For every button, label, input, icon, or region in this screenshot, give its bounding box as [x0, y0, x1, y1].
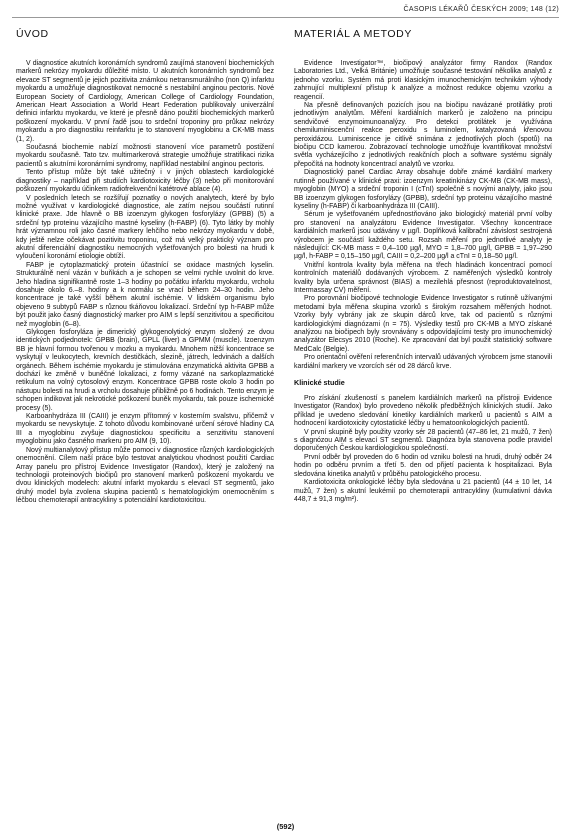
running-head: ČASOPIS LÉKAŘŮ ČESKÝCH 2009; 148 (12)	[403, 6, 559, 13]
paragraph: Tento přístup může být také užitečný i v jiných oblastech kardiologické diagnostiky – například při studiích kardiotoxicity léčby (3) nebo při monitorování poškození myokardu účinkem radiofrekvenční katétrové ablace (4).	[16, 169, 274, 194]
paragraph: Diagnostický panel Cardiac Array obsahuje dobře známé kardiální markery rutinně používané v klinické praxi: izoenzym kreatinkinázy CK-MB (CK-MB mass), myoglobin (MYO) a srdeční troponin I (cTnI) společně s novými analyty, jako jsou BB izoenzym glykogen fosforylázy (GPBB), srdeční typ proteinu vázajícího mastné kyseliny (h-FABP) či karboanhydráza III (CAIII).	[294, 169, 552, 210]
paragraph: Evidence Investigator™, biočipový analyzátor firmy Randox (Randox Laboratories Ltd., Velká Británie) umožňuje současné testování několika analytů z jednoho vzorku. Systém má proti klasickým imunochemickým technikám výhody zahrnující multiplexní přístup k analýze a možnost redukce objemu vzorku a reagencií.	[294, 60, 552, 101]
paragraph: Nový multianalytový přístup může pomoci v diagnostice různých kardiologických onemocnění. Cílem naší práce bylo testovat analytickou vhodnost použití Cardiac Array panelu pro přístroj Evidence Investigator (Randox), který je založený na technologii proteinových biočipů pro stanovení markerů poškození myokardu ve dvou klinických modelech: akutní infarkt myokardu s elevací ST segmentů, jako druhý model byla zvolena skupina pacientů s hematologickým onemocněním s léčbou chemoterapií antracykliny s potenciální kardiotoxicitou.	[16, 446, 274, 505]
paragraph: Současná biochemie nabízí možnosti stanovení více parametrů postižení myokardu současně. Tato tzv. multimarkerová strategie umožňuje stratifikaci rizika pacientů s akutními koronárními syndromy, například nestabilní anginou pectoris.	[16, 144, 274, 168]
paragraph: V posledních letech se rozšířují poznatky o nových analytech, které by bylo možné využívat v kardiologické diagnostice, ale zatím nejsou součástí rutinní klinické praxe. Jde hlavně o BB izoenzym glykogen fosforylázy (GPBB) (5) a srdeční typ proteinu vázajícího mastné kyseliny (h-FABP) (6). Tyto látky by mohly hrát významnou roli jako časné markery lehčího nebo nekrózy myokardu v době, kdy ještě nelze očekávat pozitivitu troponinu, což má velký praktický význam pro akutní diferenciální diagnostiku nemocných vyšetřovaných pro bolesti na hrudi k vyloučení koronární etiologie obtíží.	[16, 194, 274, 261]
paragraph: Pro porovnání biočipové technologie Evidence Investigator s rutinně užívanými metodami byla měřena skupina vzorků s širokým rozsahem měřených hodnot. Vzorky byly vybrány jak ze skupin dárců krve, tak od pacientů s různými kardiologickými diagnózami (n = 75). Výsledky testů pro CK-MB a MYO získané analýzou na biočipech byly srovnávány s odpovídajícími testy pro imunochemický analyzátor Elecsys 2010 (Roche). Ke zpracování dat byl použit statistický software MedCalc (Belgie).	[294, 295, 552, 353]
section-heading-uvod: ÚVOD	[16, 28, 49, 40]
subheading-klinicke-studie: Klinické studie	[294, 378, 345, 388]
left-column	[16, 28, 274, 506]
paragraph: Pro získání zkušeností s panelem kardiálních markerů na přístroji Evidence Investigator (Randox) bylo provedeno několik předběžných klinických studií. Jako příklad je uvedeno sledování kinetiky kardiálních markerů u pacientů s AIM a hodnocení kardiotoxicity cytostatické léčby u hematoonkologických pacientů.	[294, 395, 552, 428]
section-heading-material-a-metody: MATERIÁL A METODY	[294, 28, 412, 40]
paragraph: V první skupině byly použity vzorky sér 28 pacientů (47–86 let, 21 mužů, 7 žen) s diagnózou AIM s elevací ST segmentů. Diagnóza byla stanovena podle pravidel doporučených Českou kardiologickou společností.	[294, 428, 552, 453]
paragraph: První odběr byl proveden do 6 hodin od vzniku bolesti na hrudi, druhý odběr 24 hodin po odběru prvním a třetí 5. den od přijetí pacienta k hospitalizaci. Byla sledována kinetika analytů v průběhu patologického procesu.	[294, 453, 552, 478]
header-rule	[12, 17, 559, 18]
paragraph: Kardiotoxicita onkologické léčby byla sledována u 21 pacientů (44 ± 10 let, 14 mužů, 7 žen) s akutní leukémií po chemoterapii antracykliny (kumulativní dávka 448,7 ± 91,3 mg/m²).	[294, 479, 552, 503]
paragraph: Sérum je vyšetřovaném upřednostňováno jako biologický materiál první volby pro stanovení na analyzátoru Evidence Investigator. Všechny koncentrace kardiálních markerů jsou udávány v µg/l. Doplňková kalibrační závislost sestrojená výrobcem je součástí každého setu. Rozsah měření pro jednotlivé analyty je následující: CK-MB mass = 0,4–100 µg/l, MYO = 1,8–700 µg/l, GPBB = 1,97–290 µg/l, h-FABP = 0,15–150 µg/l, CAIII = 0,2–200 µg/l a cTnI = 0,18–50 µg/l.	[294, 211, 552, 261]
paragraph: V diagnostice akutních koronárních syndromů zaujímá stanovení biochemických markerů nekrózy myokardu důležité místo. U akutních koronárních syndromů bez elevace ST segmentů je jejich pozitivita známkou netransmurálního (non Q) infarktu myokardu a umožňuje diagnostikovat nemocné s nestabilní anginou pectoris. Nové European Society of Cardiology, American College of Cardiology Foundation, American Heart Association a World Heart Federation publikovaly univerzální definici infarktu myokardu, ve které je přesně dáno použití biochemických markerů poškození myokardu. V první řadě jsou to srdeční troponiny pro průkaz nekrózy myokardu a pro diagnostiku reinfarktu je to stanovení myoglobinu a CK-MB mass (1, 2).	[16, 60, 274, 143]
paragraph: Pro orientační ověření referenčních intervalů udávaných výrobcem jsme stanovili kardiální markery ve vzorcích sér od 28 dárců krve.	[294, 354, 552, 370]
paragraph: Glykogen fosforyláza je dimerický glykogenolytický enzym složený ze dvou identických podjednotek: GPBB (brain), GPLL (liver) a GPMM (muscle). Izoenzym BB je hlavní formou tvořenou v mozku a myokardu. Mnohem nižší koncentrace se vyskytují v leukocytech, krevních destičkách, slezině, játrech, ledvinách a dalších orgánech. Během ischémie myokardu je stimulována enzymatická aktivita GPBB a dochází ke změně v buněčné lokalizaci, z formy vázané na sarkoplazmatické retikulum na volný cytosolový enzym. Koncentrace GPBB roste okolo 3 hodin po nástupu bolesti na hrudi a vrcholu dosahuje přibližně po 6 hodinách. Tento enzym je schopen indikovat jak nekrotické poškození buněk myokardu, tak pouze ischemické procesy (5).	[16, 329, 274, 412]
paragraph: Vnitřní kontrola kvality byla měřena na třech hladinách koncentrací pomocí kontrolních materiálů dodávaných výrobcem. Z naměřených výsledků kontroly kvality byla určena správnost (BIAS) a mezilehlá přesnost (reproduktovatelnost, Intermassay CV) měření.	[294, 261, 552, 294]
paragraph: FABP je cytoplazmatický protein účastnící se oxidace mastných kyselin. Strukturálně není vázán v buňkách a je schopen se velmi rychle uvolnit do krve. Jeho hladina signifikantně roste 1–3 hodiny po počátku infarktu myokardu, vrcholu dosahuje okolo 6.–8. hodiny a k normálu se vrací během 24–30 hodin. Jeho koncentrace je také vyšší během akutní ischémie. V lidském organismu bylo objeveno 9 subtypů FABP s různou tkáňovou lokalizací. Srdeční typ h-FABP může být použit jako časný diagnostický marker pro AIM s lepší senzitivitou a specificitou než myoglobin (6–8).	[16, 261, 274, 328]
paragraph: Na přesně definovaných pozicích jsou na biočipu navázané protilátky proti jednotlivým analytům. Měření kardiálních markerů je založeno na principu sendvičové enzymoimunoanalýzy. Pro detekci protilátek je využívána chemiluminiscenční reakce peroxidu s luminolem, katalyzovaná křenovou peroxidázou. Luminiscence je citlivě snímána z jednotlivých ploch (spotů) na biočipu CCD kamerou. Zobrazovací technologie umožňuje kvantifikovat množství světla vycházejícího z jednotlivých reakčních ploch a software systému signály přepočítá na hodnoty koncentrací analytů ve vzorku.	[294, 102, 552, 168]
page-number: (592)	[276, 822, 295, 831]
right-column	[294, 28, 552, 504]
paragraph: Karboanhydráza III (CAIII) je enzym přítomný v kosterním svalstvu, přičemž v myokardu se nevyskytuje. Z tohoto důvodu kombinované určení sérové hladiny CA III a myoglobinu zvyšuje diagnostickou specificitu a senzitivitu stanovení myoglobinu jako časného markeru pro AIM (9, 10).	[16, 413, 274, 446]
